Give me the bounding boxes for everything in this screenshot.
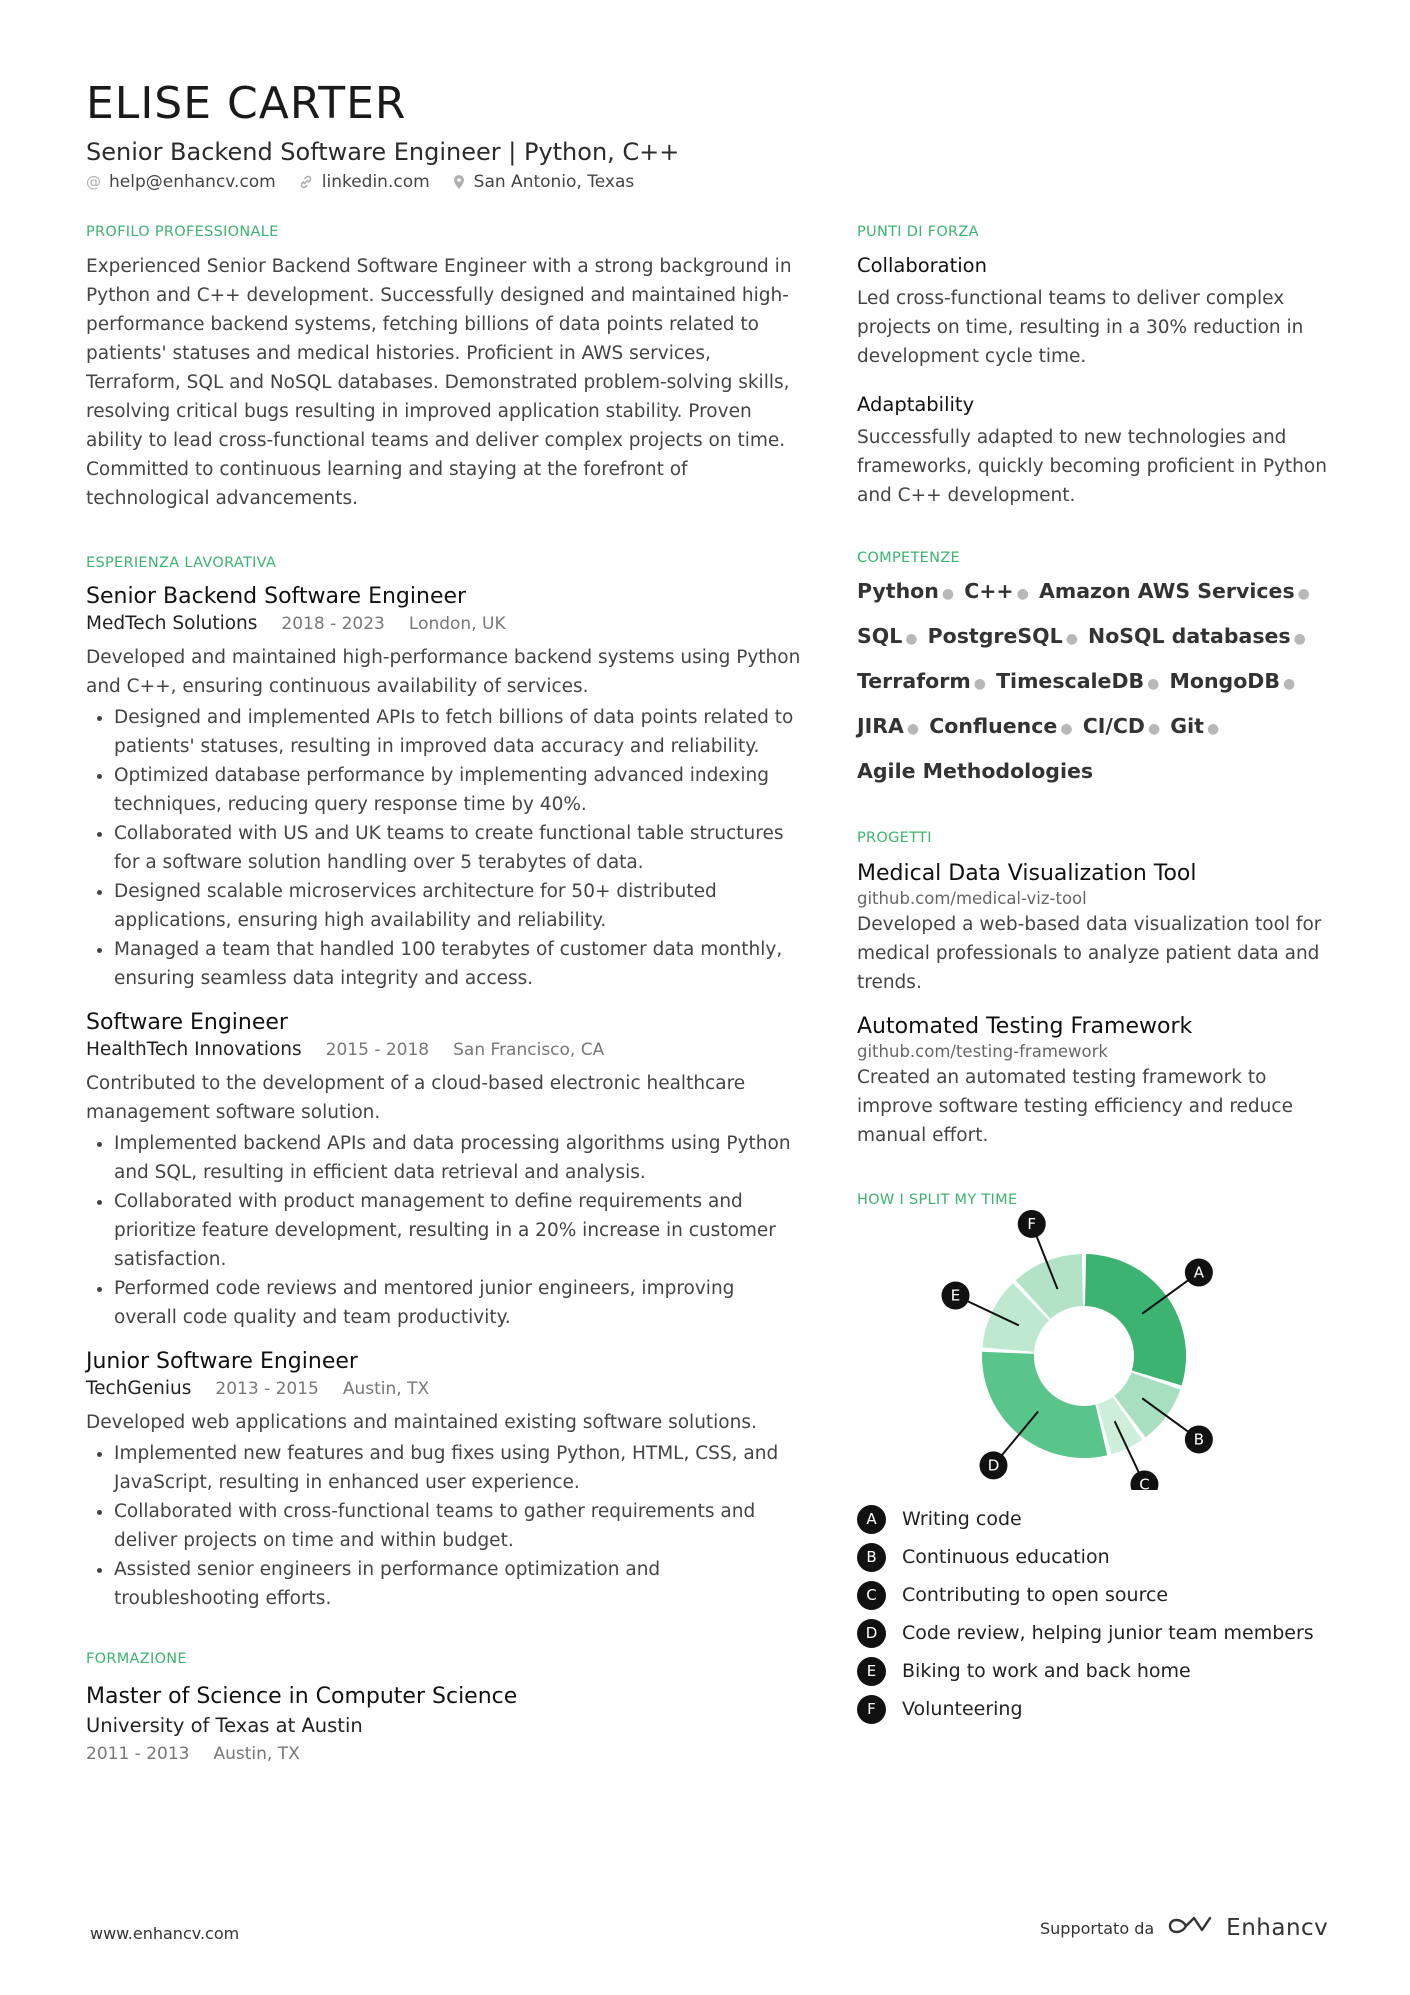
- legend-badge: A: [857, 1505, 886, 1534]
- enhancv-logo-icon: [1166, 1914, 1214, 1942]
- strengths-section: [857, 222, 1337, 510]
- chart-legend: [857, 1500, 1337, 1728]
- school-name: University of Texas at Austin: [86, 1714, 363, 1737]
- job-entry: [86, 1348, 801, 1613]
- job-location: San Francisco, CA: [453, 1040, 605, 1060]
- right-column: [857, 222, 1337, 1728]
- donut-chart: [857, 1210, 1337, 1490]
- legend-label: Contributing to open source: [902, 1584, 1169, 1606]
- project-description: Created an automated testing framework to improve software testing efficiency and reduce manual effort.: [857, 1067, 1293, 1146]
- skill-item: Agile Methodologies: [857, 759, 1094, 783]
- job-description: Contributed to the development of a cloud-based electronic healthcare management software solution.: [86, 1073, 746, 1123]
- contact-location: [452, 172, 635, 192]
- donut-label-text: E: [950, 1286, 961, 1305]
- job-company: HealthTech Innovations: [86, 1039, 302, 1060]
- legend-label: Writing code: [902, 1508, 1022, 1530]
- separator-dot-icon: ●: [906, 721, 920, 737]
- experience-heading: ESPERIENZA LAVORATIVA: [86, 555, 277, 571]
- footer-branding: [1040, 1914, 1328, 1942]
- job-company: MedTech Solutions: [86, 613, 258, 634]
- donut-slice-d: [982, 1352, 1107, 1458]
- skill-item: Confluence: [929, 714, 1058, 738]
- job-bullets: [86, 1439, 801, 1613]
- list-item: • Assisted senior engineers in performance optimization and troubleshooting efforts.: [114, 1555, 801, 1613]
- donut-label-text: C: [1139, 1475, 1150, 1490]
- powered-by-text: Supportato da: [1040, 1918, 1155, 1938]
- skill-item: Git: [1170, 714, 1204, 738]
- skill-item: Terraform: [857, 669, 971, 693]
- projects-heading: PROGETTI: [857, 830, 932, 846]
- contact-linkedin[interactable]: [298, 172, 430, 192]
- separator-dot-icon: ●: [1147, 721, 1161, 737]
- education-meta: [86, 1741, 801, 1767]
- skills-list: [857, 570, 1337, 792]
- legend-label: Continuous education: [902, 1546, 1110, 1568]
- skill-item: Python: [857, 579, 939, 603]
- footer-website[interactable]: www.enhancv.com: [90, 1924, 240, 1943]
- job-meta: [86, 1037, 801, 1063]
- job-dates: 2015 - 2018: [325, 1040, 430, 1060]
- legend-badge: C: [857, 1581, 886, 1610]
- email-text: help@enhancv.com: [109, 172, 276, 192]
- job-bullets: [86, 703, 801, 993]
- list-item: • Designed and implemented APIs to fetch billions of data points related to patients' statuses, resulting in improved data accuracy and reliability.: [114, 703, 801, 761]
- legend-item: [857, 1538, 1337, 1576]
- education-heading: FORMAZIONE: [86, 1651, 187, 1667]
- donut-slice-a: [1085, 1254, 1186, 1385]
- legend-badge: B: [857, 1543, 886, 1572]
- strength-title: Adaptability: [857, 393, 975, 416]
- strength-description: Successfully adapted to new technologies and frameworks, quickly becoming proficient in Python and C++ development.: [857, 427, 1327, 506]
- education-location: Austin, TX: [213, 1744, 300, 1764]
- donut-label-text: B: [1193, 1430, 1205, 1449]
- donut-chart-container: [857, 1210, 1337, 1490]
- project-title: Automated Testing Framework: [857, 1014, 1193, 1039]
- job-location: London, UK: [408, 614, 506, 634]
- legend-badge: D: [857, 1619, 886, 1648]
- skill-item: MongoDB: [1169, 669, 1280, 693]
- separator-dot-icon: ●: [973, 676, 986, 692]
- candidate-title: Senior Backend Software Engineer | Python, C++: [86, 138, 680, 166]
- skill-item: PostgreSQL: [927, 624, 1063, 648]
- job-description: Developed web applications and maintained existing software solutions.: [86, 1412, 757, 1433]
- legend-item: [857, 1690, 1337, 1728]
- education-dates: 2011 - 2013: [86, 1744, 190, 1764]
- list-item: • Implemented backend APIs and data processing algorithms using Python and SQL, resulting in efficient data retrieval and analysis.: [114, 1129, 801, 1187]
- profile-heading: PROFILO PROFESSIONALE: [86, 224, 279, 240]
- list-item: • Optimized database performance by implementing advanced indexing techniques, reducing query response time by 40%.: [114, 761, 801, 819]
- job-bullets: [86, 1129, 801, 1332]
- list-item: • Collaborated with cross-functional teams to gather requirements and deliver projects on time and within budget.: [114, 1497, 801, 1555]
- projects-section: [857, 828, 1337, 1150]
- left-column: [86, 222, 801, 1767]
- separator-dot-icon: ●: [1282, 676, 1296, 692]
- education-section: [86, 1649, 801, 1767]
- job-title: Junior Software Engineer: [86, 1349, 358, 1374]
- skill-item: SQL: [857, 624, 903, 648]
- brand-name: Enhancv: [1226, 1915, 1329, 1941]
- list-item: • Implemented new features and bug fixes using Python, HTML, CSS, and JavaScript, resulting in enhanced user experience.: [114, 1439, 801, 1497]
- candidate-name: ELISE CARTER: [86, 78, 407, 129]
- job-entry: [86, 1009, 801, 1332]
- job-entry: [86, 583, 801, 993]
- separator-dot-icon: ●: [1297, 586, 1310, 602]
- strengths-heading: PUNTI DI FORZA: [857, 224, 979, 240]
- separator-dot-icon: ●: [1147, 676, 1160, 692]
- time-split-heading: HOW I SPLIT MY TIME: [857, 1192, 1018, 1208]
- skill-item: JIRA: [857, 714, 904, 738]
- legend-item: [857, 1500, 1337, 1538]
- skill-item: C++: [964, 579, 1014, 603]
- at-icon: @: [86, 173, 101, 191]
- degree-title: Master of Science in Computer Science: [86, 1684, 518, 1709]
- donut-label-text: D: [987, 1456, 1000, 1475]
- legend-badge: F: [857, 1695, 886, 1724]
- skill-item: NoSQL databases: [1088, 624, 1291, 648]
- job-dates: 2013 - 2015: [215, 1379, 319, 1399]
- job-company: TechGenius: [86, 1378, 192, 1399]
- separator-dot-icon: ●: [1016, 586, 1029, 602]
- list-item: • Managed a team that handled 100 terabytes of customer data monthly, ensuring seamless data integrity and access.: [114, 935, 801, 993]
- location-text: San Antonio, Texas: [473, 172, 635, 192]
- skill-item: TimescaleDB: [996, 669, 1145, 693]
- separator-dot-icon: ●: [1293, 631, 1306, 647]
- skill-item: CI/CD: [1082, 714, 1145, 738]
- header: [86, 76, 1326, 192]
- job-description: Developed and maintained high-performance backend systems using Python and C++, ensuring continuous availability of services.: [86, 647, 801, 697]
- project-description: Developed a web-based data visualization tool for medical professionals to analyze patient data and trends.: [857, 914, 1322, 993]
- location-pin-icon: [452, 174, 466, 190]
- list-item: • Collaborated with US and UK teams to create functional table structures for a software solution handling over 5 terabytes of data.: [114, 819, 801, 877]
- donut-label-text: F: [1027, 1214, 1037, 1233]
- skill-item: Amazon AWS Services: [1038, 579, 1295, 603]
- job-location: Austin, TX: [342, 1379, 430, 1399]
- list-item: • Collaborated with product management to define requirements and prioritize feature development, resulting in a 20% increase in customer satisfaction.: [114, 1187, 801, 1274]
- profile-text: Experienced Senior Backend Software Engineer with a strong background in Python and C++ development. Successfully designed and maintained high-performance backend systems, fetching billions of data points related to patients' statuses and medical histories. Proficient in AWS services, Terraform, SQL and NoSQL databases. Demonstrated problem-solving skills, resolving critical bugs resulting in improved application stability. Proven ability to lead cross-functional teams and deliver complex projects on time. Committed to continuous learning and staying at the forefront of technological advancements.: [86, 256, 792, 509]
- project-link[interactable]: github.com/testing-framework: [857, 1042, 1108, 1061]
- list-item: • Designed scalable microservices architecture for 50+ distributed applications, ensuring high availability and reliability.: [114, 877, 801, 935]
- strength-description: Led cross-functional teams to deliver complex projects on time, resulting in a 30% reduction in development cycle time.: [857, 288, 1304, 367]
- job-meta: [86, 611, 801, 637]
- strength-title: Collaboration: [857, 254, 987, 277]
- contact-row: [86, 172, 1326, 192]
- skills-section: [857, 548, 1337, 792]
- legend-item: [857, 1614, 1337, 1652]
- donut-label-text: A: [1193, 1263, 1205, 1282]
- separator-dot-icon: ●: [1206, 721, 1220, 737]
- profile-section: [86, 222, 801, 513]
- legend-badge: E: [857, 1657, 886, 1686]
- job-dates: 2018 - 2023: [281, 614, 385, 634]
- separator-dot-icon: ●: [1060, 721, 1073, 737]
- legend-item: [857, 1576, 1337, 1614]
- legend-item: [857, 1652, 1337, 1690]
- contact-email[interactable]: [86, 172, 276, 192]
- link-icon: [298, 174, 314, 190]
- experience-section: [86, 553, 801, 1613]
- project-title: Medical Data Visualization Tool: [857, 861, 1197, 886]
- legend-label: Volunteering: [902, 1698, 1023, 1720]
- separator-dot-icon: ●: [1065, 631, 1078, 647]
- legend-label: Code review, helping junior team members: [902, 1622, 1314, 1644]
- job-title: Software Engineer: [86, 1010, 288, 1035]
- separator-dot-icon: ●: [941, 586, 955, 602]
- linkedin-text: linkedin.com: [321, 172, 430, 192]
- project-link[interactable]: github.com/medical-viz-tool: [857, 889, 1087, 908]
- skills-heading: COMPETENZE: [857, 550, 960, 566]
- list-item: • Performed code reviews and mentored junior engineers, improving overall code quality and team productivity.: [114, 1274, 801, 1332]
- job-meta: [86, 1376, 801, 1402]
- legend-label: Biking to work and back home: [902, 1660, 1191, 1682]
- separator-dot-icon: ●: [905, 631, 918, 647]
- time-split-section: [857, 1190, 1337, 1728]
- job-title: Senior Backend Software Engineer: [86, 584, 467, 609]
